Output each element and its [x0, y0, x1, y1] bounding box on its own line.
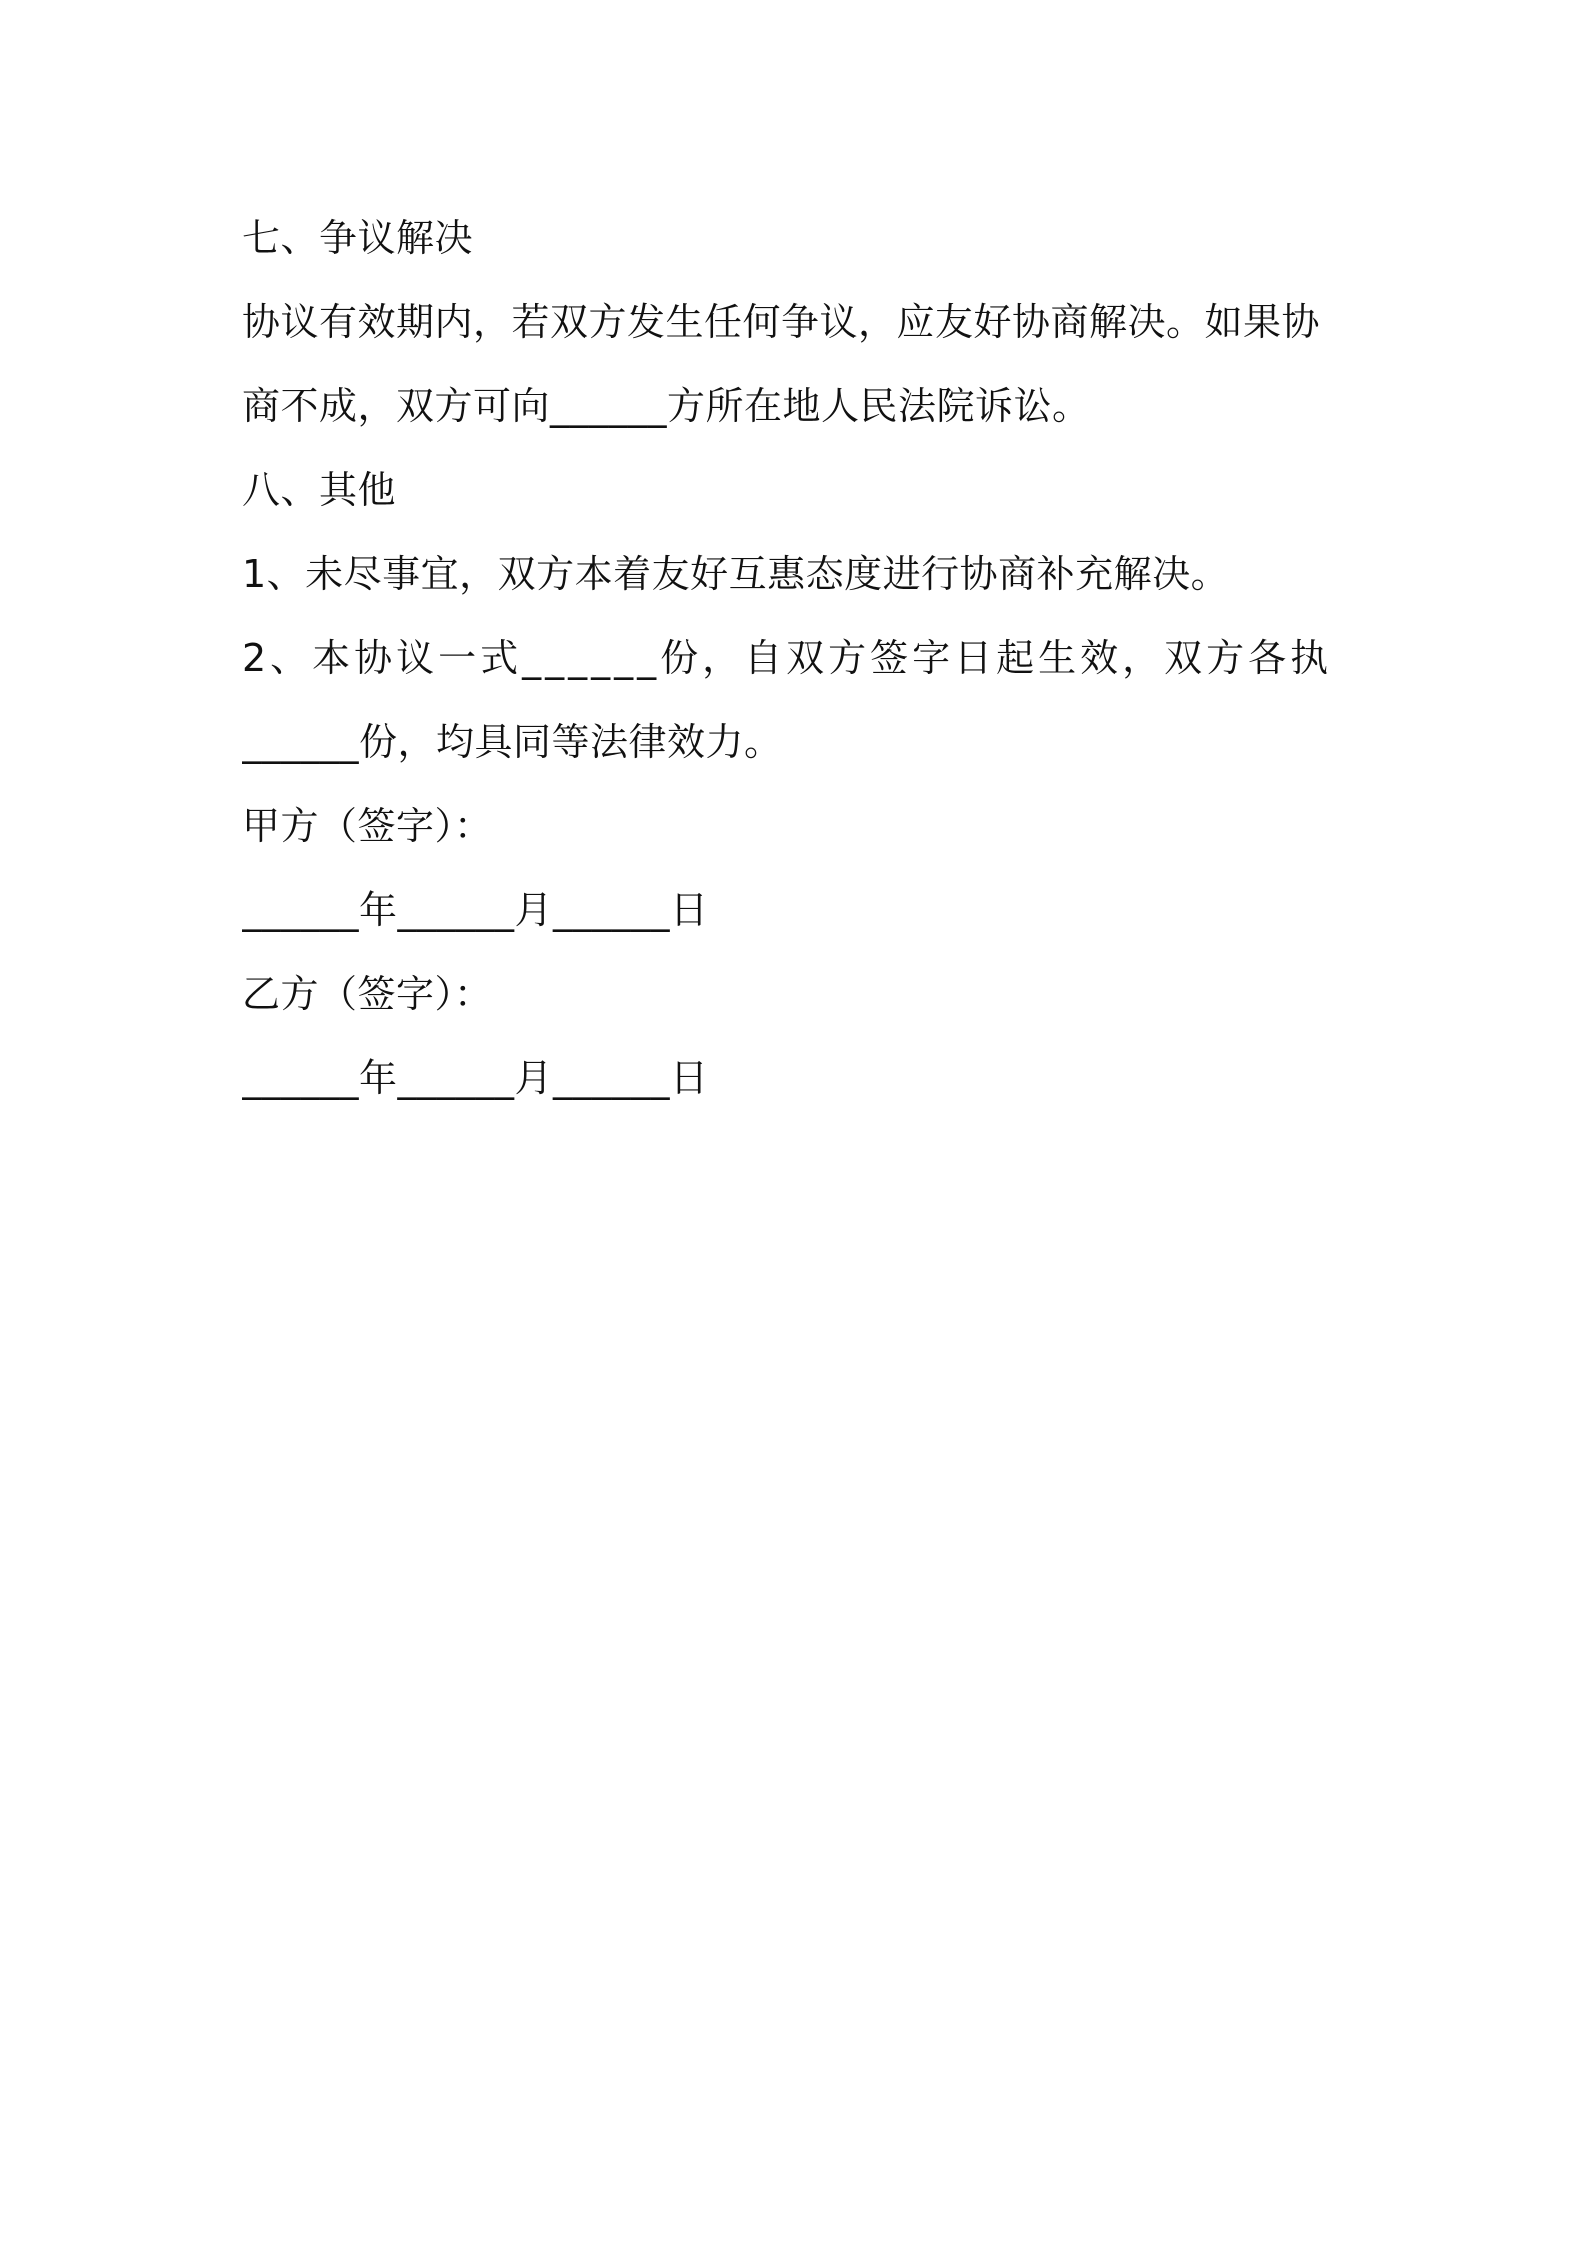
section-8-title: 八、其他	[242, 468, 397, 512]
section-7-paragraph-line-1: 协议有效期内，若双方发生任何争议，应友好协商解决。如果协	[242, 300, 1321, 344]
document-body	[242, 196, 1352, 1120]
party-b-signature-label: 乙方（签字）：	[242, 972, 493, 1016]
section-7-title: 七、争议解决	[242, 216, 474, 260]
section-8-item-2-line-1: 2、本协议一式______份，自双方签字日起生效，双方各执	[242, 636, 1333, 680]
party-a-signature-label: 甲方（签字）：	[242, 804, 493, 848]
section-7-paragraph-line-2: 商不成，双方可向______方所在地人民法院诉讼。	[242, 384, 1091, 428]
party-a-date-line: ______年______月______日	[242, 888, 709, 932]
section-8-item-2-line-2: ______份，均具同等法律效力。	[242, 720, 783, 764]
party-b-date-line: ______年______月______日	[242, 1056, 709, 1100]
section-8-item-1: 1、未尽事宜，双方本着友好互惠态度进行协商补充解决。	[242, 552, 1230, 596]
